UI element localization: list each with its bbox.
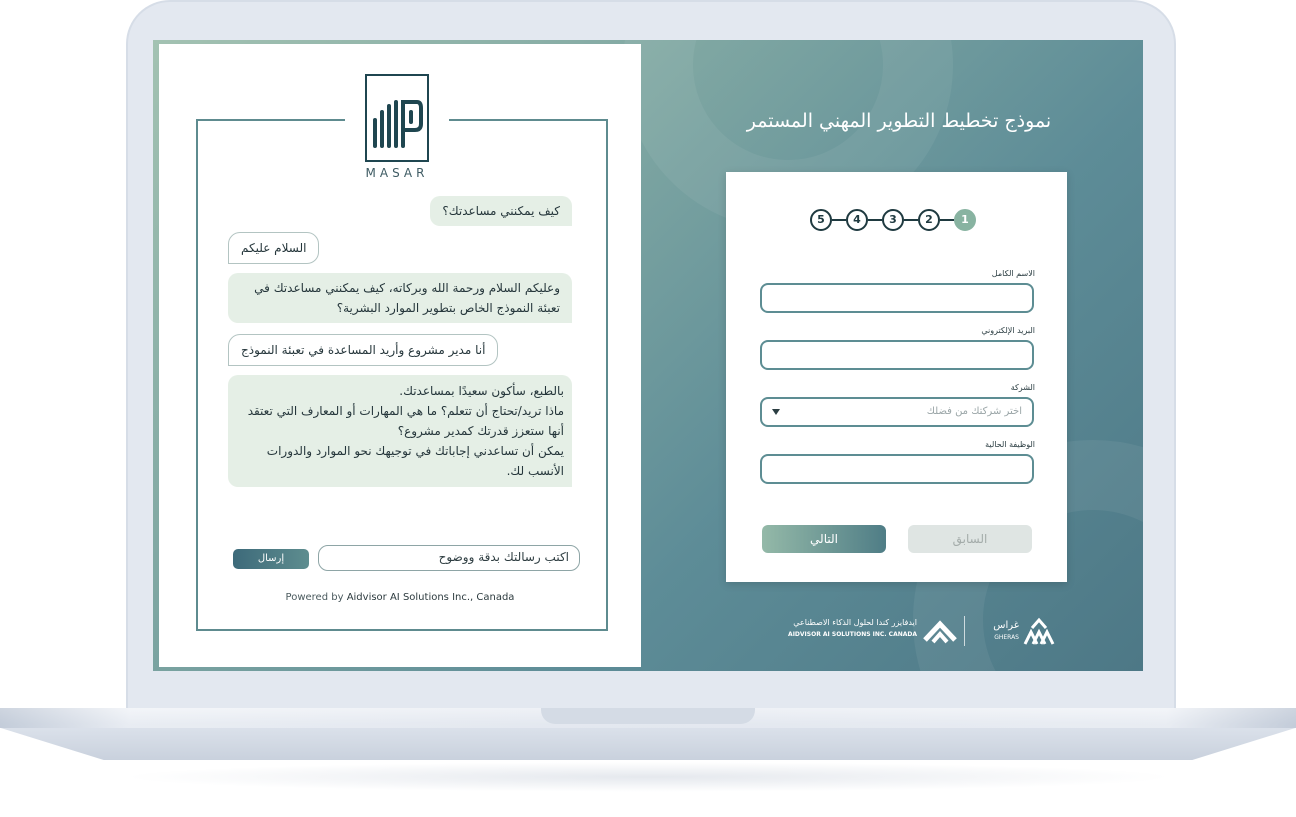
chat-message-input[interactable]: اكتب رسالتك بدقة ووضوح (318, 545, 580, 571)
gheras-name-en: GHERAS (994, 634, 1019, 641)
step-connector (940, 219, 954, 221)
chat-message-bot (228, 273, 572, 323)
chevron-down-icon (772, 409, 780, 415)
step-connector (832, 219, 846, 221)
screen (153, 40, 1143, 671)
step-indicator (810, 209, 986, 231)
step-connector (868, 219, 882, 221)
logo-divider (964, 616, 965, 646)
powered-by-prefix: Powered by (285, 592, 347, 603)
company-select[interactable] (760, 397, 1034, 427)
step-2[interactable]: 2 (918, 209, 940, 231)
chat-panel (159, 44, 641, 667)
email-label: البريد الإلكتروني (981, 326, 1035, 335)
step-5[interactable]: 5 (810, 209, 832, 231)
masar-logo-mark (365, 74, 429, 162)
chat-message-line: ماذا تريد/تحتاج أن تتعلم؟ ما هي المهارات أو المعارف التي تعتقد (247, 404, 564, 418)
step-4[interactable]: 4 (846, 209, 868, 231)
job-title-input[interactable] (760, 454, 1034, 484)
chat-message-bot (430, 196, 572, 226)
company-label: الشركة (1010, 383, 1035, 392)
previous-button[interactable]: السابق (908, 525, 1032, 553)
chat-message-line: الأنسب لك. (506, 464, 564, 478)
form-title: نموذج تخطيط التطوير المهني المستمر (746, 110, 1052, 132)
chat-message-line: وعليكم السلام ورحمة الله وبركاته، كيف يمكنني مساعدتك في (254, 281, 560, 295)
chat-message-text: أنا مدير مشروع وأريد المساعدة في تعبئة النموذج (241, 343, 486, 357)
send-button[interactable]: إرسال (233, 549, 309, 569)
full-name-label: الاسم الكامل (991, 269, 1035, 278)
chat-message-line: أنها ستعزز قدرتك كمدير مشروع؟ (397, 424, 564, 438)
aidvisor-logo-icon (923, 618, 957, 644)
chat-message-text: السلام عليكم (241, 241, 307, 255)
footer-logos (733, 608, 1063, 648)
form-card (726, 172, 1067, 582)
step-1[interactable]: 1 (954, 209, 976, 231)
masar-logo (345, 74, 449, 184)
company-select-placeholder: اختر شركتك من فضلك (926, 406, 1022, 417)
aidvisor-name-ar: ايدفايزر كندا لحلول الذكاء الاصطناعي (793, 618, 917, 627)
chat-message-bot (228, 375, 572, 487)
powered-by-company: Aidvisor AI Solutions Inc., Canada (346, 592, 515, 603)
next-button[interactable]: التالي (762, 525, 886, 553)
chat-message-line: بالطبع، سأكون سعيدًا بمساعدتك. (399, 384, 564, 398)
job-title-label: الوظيفة الحالية (985, 440, 1035, 449)
email-input[interactable] (760, 340, 1034, 370)
step-3[interactable]: 3 (882, 209, 904, 231)
chat-message-line: تعبئة النموذج الخاص بتطوير الموارد البشرية؟ (336, 301, 560, 315)
chat-message-user (228, 232, 319, 264)
laptop-shadow (120, 762, 1176, 792)
gheras-logo-icon (1023, 616, 1055, 646)
chat-message-line: يمكن أن تساعدني إجاباتك في توجيهك نحو الموارد والدورات (266, 444, 564, 458)
chat-message-user (228, 334, 498, 366)
gheras-name-ar: غراس (993, 620, 1019, 631)
aidvisor-name-en: AIDVISOR AI SOLUTIONS INC. CANADA (788, 631, 917, 638)
chat-message-text: كيف يمكنني مساعدتك؟ (442, 204, 560, 218)
powered-by (159, 592, 641, 603)
laptop-notch (541, 708, 755, 724)
masar-logo-icon (367, 76, 427, 160)
step-connector (904, 219, 918, 221)
full-name-input[interactable] (760, 283, 1034, 313)
masar-logo-text: MASAR (365, 166, 429, 180)
